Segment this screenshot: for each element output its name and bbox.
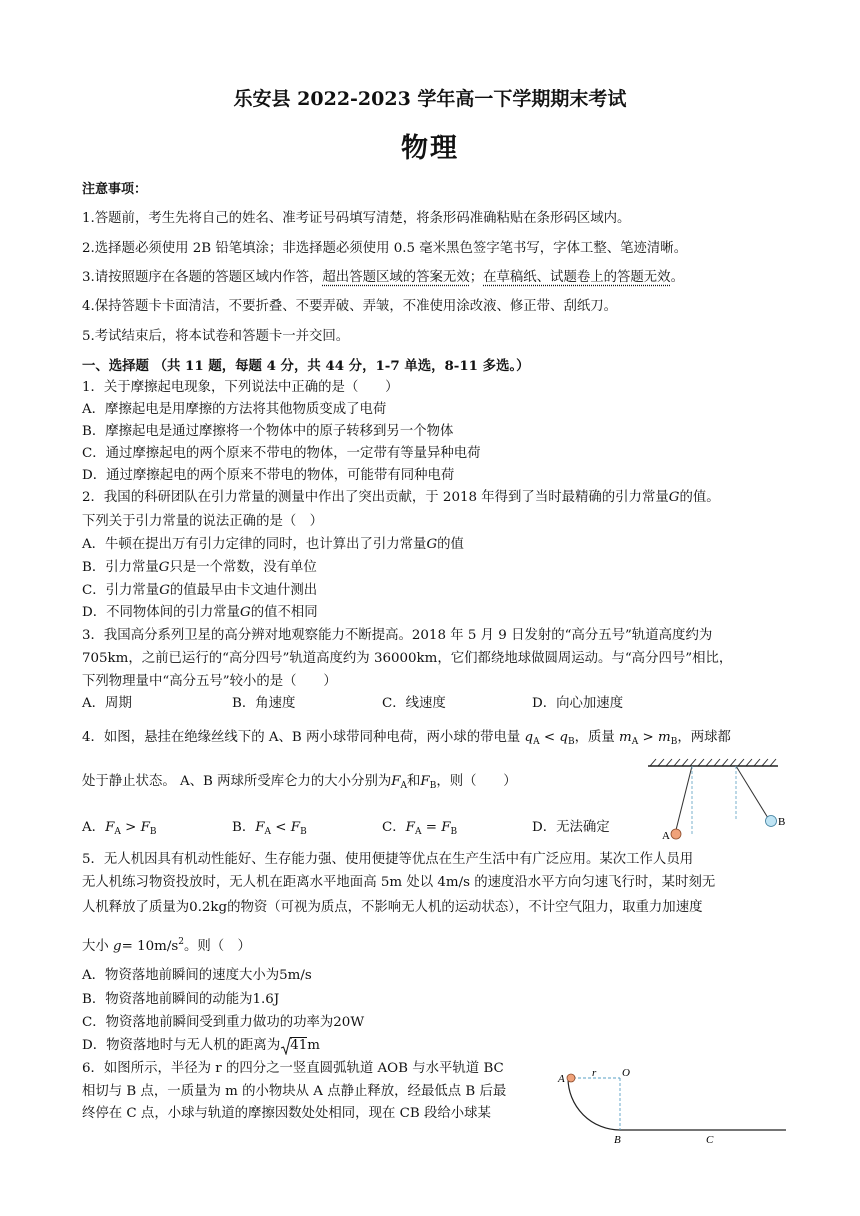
q4-text-3: ，两球都: [677, 730, 731, 745]
q2-stem-line-2: 下列关于引力常量的说法正确的是（ ）: [82, 514, 324, 529]
q2-option-c: [82, 581, 317, 601]
q4-option-b: [232, 818, 307, 842]
notice-item-3-emphasis-1: 超出答题区域的答案无效: [322, 270, 470, 285]
q5-stem-line-3: [82, 898, 702, 918]
q4-option-a-op: >: [125, 820, 137, 835]
q4-text-4: 处于静止状态。 A、B 两球所受库仑力的大小分别为: [82, 774, 392, 789]
q4-ceiling-hatch: [650, 759, 776, 766]
notice-item-3-sep: ；: [469, 270, 484, 285]
q3-stem-line-1: 3．我国高分系列卫星的高分辨对地观察能力不断提高。2018 年 5 月 9 日发射的“高分五号”轨道高度约为: [82, 628, 713, 643]
q6-label-o: O: [622, 1067, 630, 1079]
q6-block: [567, 1074, 575, 1082]
q4-text-1: 4．如图，悬挂在绝缘丝线下的 A、B 两小球带同种电荷，两小球的带电量: [82, 730, 521, 745]
q4-option-a-s2: B: [149, 827, 157, 837]
q5-option-b-value: 1.6J: [252, 992, 280, 1007]
q1-stem: 1．关于摩擦起电现象，下列说法中正确的是（ ）: [82, 380, 399, 395]
q3-stem-line-2: 705km，之前已运行的“高分四号”轨道高度约为 36000km，它们都绕地球做圆周运动。与“高分四号”相比，: [82, 651, 733, 666]
q4-thread-a: [676, 766, 692, 830]
q4-sub-a: A: [533, 737, 540, 747]
q2-option-a-symbol: G: [426, 537, 438, 552]
q4-m-sub-a: A: [631, 737, 639, 747]
q5-text-1: 人机释放了质量为: [82, 900, 190, 915]
q2-option-b-text: B．引力常量: [82, 560, 159, 575]
q4-pendulum-figure: [640, 756, 785, 840]
q4-option-a: [82, 818, 157, 842]
q3-stem-line-3: 下列物理量中“高分五号”较小的是（ ）: [82, 674, 337, 689]
q1-option-c: C．通过摩擦起电的两个原来不带电的物体，一定带有等量异种电荷: [82, 446, 481, 461]
q4-option-b-label: B．: [232, 820, 256, 835]
q2-option-a-end: 的值: [437, 537, 464, 552]
q4-option-c-op: =: [425, 820, 437, 835]
q6-label-c: C: [706, 1134, 714, 1146]
notice-item-4: 4.保持答题卡卡面清洁，不要折叠、不要弄破、弄皱，不准使用涂改液、修正带、刮纸刀。: [82, 299, 618, 314]
notice-item-2: 2.选择题必须使用 2B 铅笔填涂；非选择题必须使用 0.5 毫米黑色签字笔书写，字体工整、笔迹清晰。: [82, 241, 688, 256]
q5-g-symbol: g: [113, 939, 122, 954]
q4-option-d: D．无法确定: [532, 820, 610, 835]
q1-option-b: B．摩擦起电是通过摩擦将一个物体中的原子转移到另一个物体: [82, 424, 454, 439]
notice-item-3-end: 。: [670, 270, 684, 285]
q4-stem-line-1: [82, 728, 731, 752]
q2-option-a: [82, 535, 464, 555]
q4-ball-a: [671, 829, 681, 839]
q2-symbol-g: G: [668, 490, 680, 505]
q5-text-2: 的物资（可视为质点，不影响无人机的运动状态），不计空气阻力，取重力加速度: [227, 900, 703, 915]
q4-text-2: ，质量: [574, 730, 615, 745]
q2-option-b-end: 只是一个常数，没有单位: [169, 560, 317, 575]
q2-option-d-symbol: G: [240, 605, 251, 620]
q5-option-d-sqrt: [280, 1036, 307, 1056]
q6-label-b: B: [614, 1134, 621, 1146]
q2-option-d: [82, 603, 318, 623]
q4-option-b-s1: A: [264, 827, 272, 837]
q2-option-b: [82, 558, 317, 578]
q2-option-d-text: D．不同物体间的引力常量: [82, 605, 241, 620]
q4-label-a: A: [662, 830, 670, 840]
q4-sub-b: B: [567, 737, 575, 747]
q2-option-b-symbol: G: [158, 560, 170, 575]
q4-f-symbol-b: F: [420, 774, 430, 789]
q6-stem-line-2: 相切与 B 点，一质量为 m 的小物块从 A 点静止释放，经最低点 B 后最: [82, 1084, 507, 1099]
q1-option-a: A．摩擦起电是用摩擦的方法将其他物质变成了电荷: [82, 402, 387, 417]
notice-item-5: 5.考试结束后，将本试卷和答题卡一并交回。: [82, 329, 350, 344]
q6-stem-line-3: 终停在 C 点，小球与轨道的摩擦因数处处相同，现在 CB 段给小球某: [82, 1106, 491, 1121]
q4-option-a-f2: F: [140, 820, 150, 835]
q6-arc-track: [568, 1078, 620, 1130]
q3-option-c: C．线速度: [382, 696, 446, 711]
q3-option-a: A．周期: [82, 696, 132, 711]
q2-option-d-end: 的值不相同: [250, 605, 318, 620]
q4-f-symbol-a: F: [391, 774, 401, 789]
q5-mass: 0.2kg: [189, 900, 228, 915]
notice-item-3-emphasis-2: 在草稿纸、试题卷上的答题无效: [483, 270, 671, 285]
q5-option-b: [82, 990, 279, 1010]
q4-lt: <: [543, 730, 556, 745]
q4-text-5: 和: [407, 774, 421, 789]
q5-option-a-value: 5m/s: [279, 968, 312, 983]
notice-item-1: 1.答题前，考生先将自己的姓名、准考证号码填写清楚，将条形码准确粘贴在条形码区域内。: [82, 211, 631, 226]
q4-m-symbol-a: m: [619, 730, 632, 745]
q4-option-b-f1: F: [255, 820, 265, 835]
q6-track-figure: [556, 1064, 792, 1148]
q2-stem-line-1: [82, 488, 720, 508]
q4-option-c: [382, 818, 457, 842]
q5-stem-line-2: 无人机练习物资投放时，无人机在距离水平地面高 5m 处以 4m/s 的速度沿水平方向匀速飞行时，某时刻无: [82, 875, 716, 890]
q4-thread-b: [736, 766, 768, 818]
q4-gt: >: [642, 730, 654, 745]
q1-option-d: D．通过摩擦起电的两个原来不带电的物体，可能带有同种电荷: [82, 468, 455, 483]
q5-option-d-unit: m: [307, 1038, 320, 1053]
q4-option-c-s2: B: [450, 827, 458, 837]
q6-label-r: r: [592, 1067, 597, 1079]
q5-option-d-text: D．物资落地时与无人机的距离为: [82, 1038, 281, 1053]
q4-q-symbol-a: q: [524, 730, 534, 745]
q3-option-d: D．向心加速度: [532, 696, 624, 711]
q5-option-b-text: B．物资落地前瞬间的动能为: [82, 992, 253, 1007]
q2-stem-end: 的值。: [679, 490, 720, 505]
q5-sqrt-icon: [280, 1037, 292, 1055]
q5-option-c: [82, 1013, 364, 1033]
q5-option-d-radicand: 41: [290, 1038, 308, 1053]
q4-option-b-s2: B: [300, 827, 307, 837]
q4-f-sub-b: B: [429, 781, 437, 791]
q4-stem-line-2: [82, 772, 517, 796]
q2-option-c-end: 的值最早由卡文迪什测出: [169, 583, 318, 598]
notice-heading: 注意事项：: [82, 182, 148, 197]
q4-option-c-s1: A: [414, 827, 422, 837]
q2-option-c-text: C．引力常量: [82, 583, 160, 598]
q5-g-exponent: 2: [178, 937, 184, 947]
q4-option-a-s1: A: [114, 827, 121, 837]
notice-item-3-part-1: 3.请按照题序在各题的答题区域内作答，: [82, 270, 323, 285]
subject-title: 物理: [401, 133, 459, 164]
notice-item-3: [82, 268, 684, 288]
q5-text-3: 大小: [82, 939, 109, 954]
q6-label-a: A: [558, 1073, 565, 1085]
q4-option-a-label: A．: [82, 820, 106, 835]
q4-f-sub-a: A: [400, 781, 408, 791]
q4-label-b: B: [778, 816, 785, 828]
q5-option-a-text: A．物资落地前瞬间的速度大小为: [82, 968, 280, 983]
q3-option-b: B．角速度: [232, 696, 296, 711]
q4-option-b-op: <: [275, 820, 287, 835]
q4-q-symbol-b: q: [559, 730, 568, 745]
q4-option-a-f1: F: [105, 820, 115, 835]
q2-stem-text: 2．我国的科研团队在引力常量的测量中作出了突出贡献，于 2018 年得到了当时最精确的引力常量: [82, 490, 669, 505]
q5-text-4: 。则（ ）: [183, 939, 251, 954]
q5-stem-line-4: [82, 932, 251, 957]
q5-option-a: [82, 966, 312, 986]
q4-m-symbol-b: m: [657, 730, 671, 745]
q5-option-d: [82, 1036, 320, 1056]
q5-option-c-text: C．物资落地前瞬间受到重力做功的功率为: [82, 1015, 334, 1030]
q4-option-c-label: C．: [382, 820, 406, 835]
q6-stem-line-1: 6．如图所示，半径为 r 的四分之一竖直圆弧轨道 AOB 与水平轨道 BC: [82, 1061, 504, 1076]
section-1-heading: 一、选择题 （共 11 题，每题 4 分，共 44 分，1-7 单选，8-11 多选。）: [82, 358, 530, 374]
q4-option-c-f2: F: [441, 820, 451, 835]
q5-option-c-value: 20W: [333, 1015, 365, 1030]
q2-option-a-text: A．牛顿在提出万有引力定律的同时，也计算出了引力常量: [82, 537, 427, 552]
q4-m-sub-b: B: [670, 737, 678, 747]
q2-option-c-symbol: G: [159, 583, 170, 598]
q4-option-c-f1: F: [405, 820, 415, 835]
q4-ball-b: [766, 816, 777, 827]
exam-title: 乐安县 2022-2023 学年高一下学期期末考试: [233, 88, 627, 110]
q4-option-b-f2: F: [290, 820, 301, 835]
q5-stem-line-1: 5．无人机因具有机动性能好、生存能力强、使用便捷等优点在生产生活中有广泛应用。某次工作人员用: [82, 852, 694, 867]
q5-g-value: = 10m/s: [121, 939, 179, 954]
q4-text-6: ，则（ ）: [436, 774, 517, 789]
